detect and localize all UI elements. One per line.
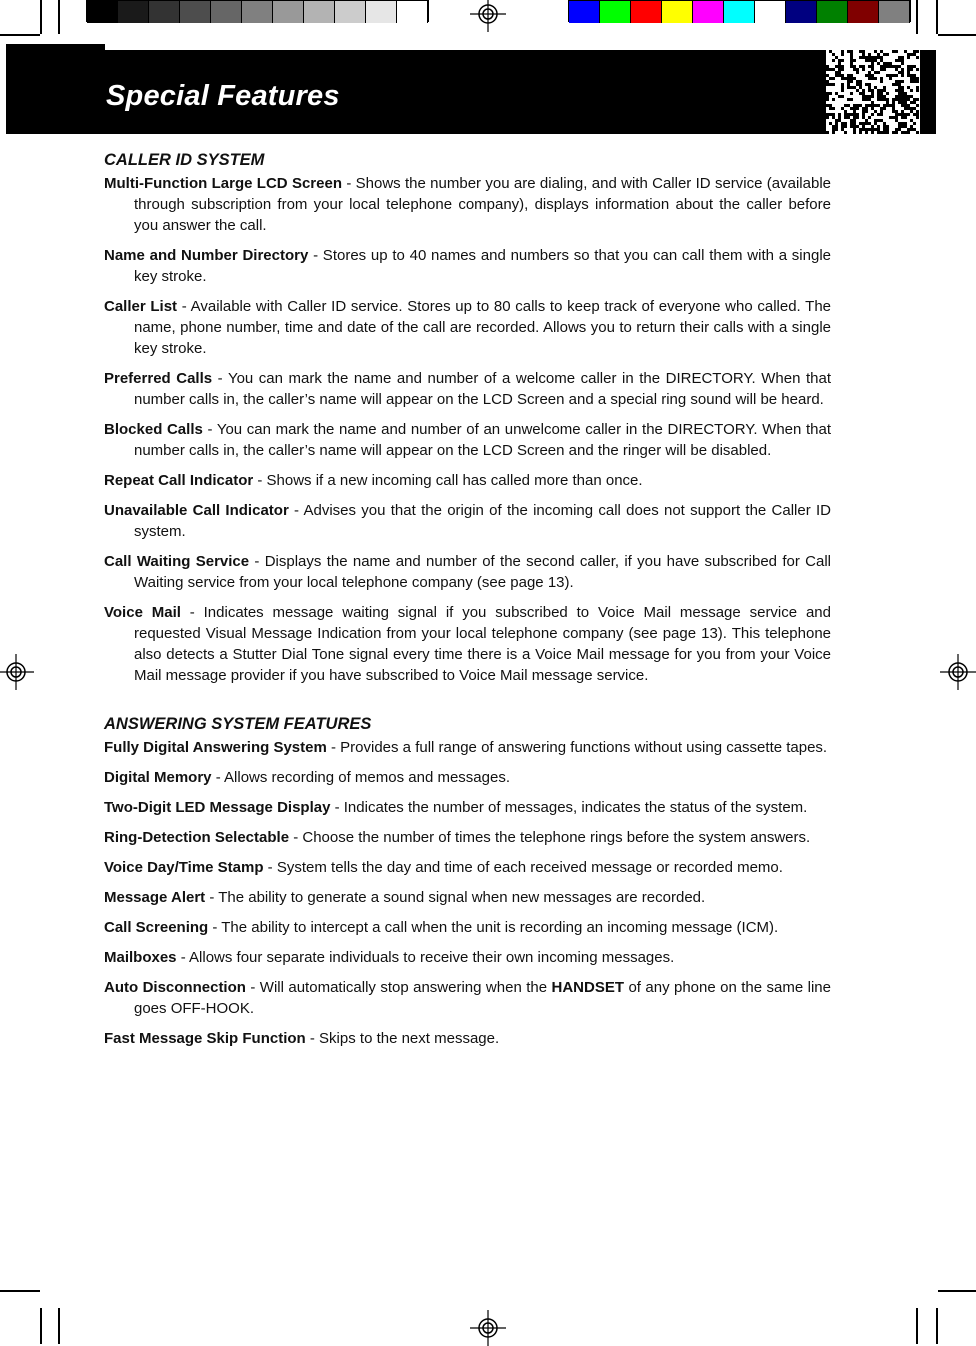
feature-description: - Available with Caller ID service. Stores up to 80 calls to keep track of everyone who called. The name, phone number, time and date of the call are recorded. Allows you to return their calls with a single key stroke. [134,298,831,357]
feature-term: Caller List [104,298,178,315]
crop-mark [58,0,60,34]
feature-item [104,368,831,410]
registration-mark-icon [470,1310,506,1346]
feature-description: - Shows if a new incoming call has called more than once. [253,472,643,489]
color-swatch [569,1,600,23]
feature-item [104,470,831,491]
feature-term: Message Alert [104,889,206,906]
color-swatch [662,1,693,23]
feature-description: - Advises you that the origin of the incoming call does not support the Caller ID system. [134,502,831,540]
feature-description: of any phone on the same line goes OFF-HOOK. [134,979,831,1017]
color-swatch [755,1,786,23]
color-swatch [273,1,304,23]
color-swatch [180,1,211,23]
section-heading: ANSWERING SYSTEM FEATURES [104,715,372,733]
feature-term: Repeat Call Indicator [104,472,254,489]
feature-item [104,827,831,848]
feature-term: Auto Disconnection [104,979,246,996]
color-swatch [879,1,910,23]
crop-mark [938,1290,976,1292]
color-swatch [304,1,335,23]
feature-item [104,947,831,968]
registration-mark-icon [940,654,976,690]
section-heading: CALLER ID SYSTEM [104,151,265,169]
color-swatch [817,1,848,23]
qr-code-icon [826,50,920,134]
feature-item [104,887,831,908]
color-swatch [631,1,662,23]
color-swatch [149,1,180,23]
section-gap [104,695,831,715]
feature-term: Call Waiting Service [104,553,250,570]
color-swatch [724,1,755,23]
feature-term: Two-Digit LED Message Display [104,799,331,816]
color-swatch [366,1,397,23]
feature-item [104,245,831,287]
color-swatch [600,1,631,23]
feature-term: Fully Digital Answering System [104,739,327,756]
feature-term: Multi-Function Large LCD Screen [104,175,342,192]
color-swatch [693,1,724,23]
feature-item [104,173,831,236]
feature-description: - System tells the day and time of each received message or recorded memo. [263,859,783,876]
feature-description: - You can mark the name and number of a welcome caller in the DIRECTORY. When that number calls in, the caller’s name will appear on the LCD Screen and a special ring sound will be heard. [134,370,831,408]
feature-description: - Displays the name and number of the second caller, if you have subscribed for Call Waiting service from your local telephone company (see page 13). [134,553,831,591]
page-title: Special Features [106,80,340,112]
feature-description: - Indicates message waiting signal if you subscribed to Voice Mail message service and requested Visual Message Indication from your local telephone company (see page 13). This telephone also detects a Stutter Dial Tone signal every time there is a Voice Mail message for you from your Voice Mail message provider if you have subscribed to Voice Mail message service. [134,604,831,684]
feature-term: Preferred Calls [104,370,213,387]
header-notch [105,44,936,50]
feature-emphasis: HANDSET [551,979,625,996]
crop-mark [40,0,42,34]
feature-item [104,419,831,461]
crop-mark [938,34,976,36]
crop-mark [936,1308,938,1344]
color-swatch [848,1,879,23]
registration-mark-icon [0,654,34,690]
feature-term: Blocked Calls [104,421,203,438]
crop-mark [40,1308,42,1344]
feature-term: Digital Memory [104,769,212,786]
feature-term: Call Screening [104,919,209,936]
feature-term: Mailboxes [104,949,177,966]
feature-item [104,737,831,758]
feature-term: Ring-Detection Selectable [104,829,290,846]
feature-description: - The ability to intercept a call when the unit is recording an incoming message (ICM). [208,919,779,936]
color-swatch [211,1,242,23]
crop-mark [936,0,938,34]
color-swatch [87,1,118,23]
crop-mark [0,34,40,36]
feature-item [104,500,831,542]
feature-term: Fast Message Skip Function [104,1030,306,1047]
feature-description: - The ability to generate a sound signal when new messages are recorded. [205,889,706,906]
feature-item [104,602,831,686]
main-content [104,151,831,1058]
feature-item [104,1028,831,1049]
feature-item [104,917,831,938]
feature-item [104,551,831,593]
feature-term: Voice Day/Time Stamp [104,859,264,876]
feature-description: - Allows four separate individuals to receive their own incoming messages. [176,949,675,966]
feature-description: - Shows the number you are dialing, and with Caller ID service (available through subscription from your local telephone company), displays information about the caller before you answer the call. [134,175,831,234]
feature-description: - Allows recording of memos and messages. [211,769,510,786]
feature-description: - You can mark the name and number of an unwelcome caller in the DIRECTORY. When that number calls in, the caller’s name will appear on the LCD Screen and the ringer will be disabled. [134,421,831,459]
feature-description: - Will automatically stop answering when the [245,979,552,996]
crop-mark [916,1308,918,1344]
feature-item [104,797,831,818]
feature-item [104,977,831,1019]
feature-item [104,296,831,359]
color-swatch [335,1,366,23]
color-swatch [786,1,817,23]
crop-mark [0,1290,40,1292]
feature-term: Name and Number Directory [104,247,309,264]
feature-description: - Provides a full range of answering functions without using cassette tapes. [326,739,828,756]
crop-mark [916,0,918,34]
color-swatch [397,1,428,23]
feature-description: - Stores up to 40 names and numbers so that you can call them with a single key stroke. [134,247,831,285]
grayscale-bar [86,0,429,22]
feature-item [104,767,831,788]
color-bar [568,0,911,22]
feature-description: - Indicates the number of messages, indicates the status of the system. [330,799,808,816]
feature-description: - Choose the number of times the telephone rings before the system answers. [289,829,811,846]
registration-mark-icon [470,0,506,32]
color-swatch [118,1,149,23]
feature-description: - Skips to the next message. [305,1030,500,1047]
feature-item [104,857,831,878]
feature-term: Voice Mail [104,604,181,621]
color-swatch [242,1,273,23]
feature-term: Unavailable Call Indicator [104,502,289,519]
crop-mark [58,1308,60,1344]
